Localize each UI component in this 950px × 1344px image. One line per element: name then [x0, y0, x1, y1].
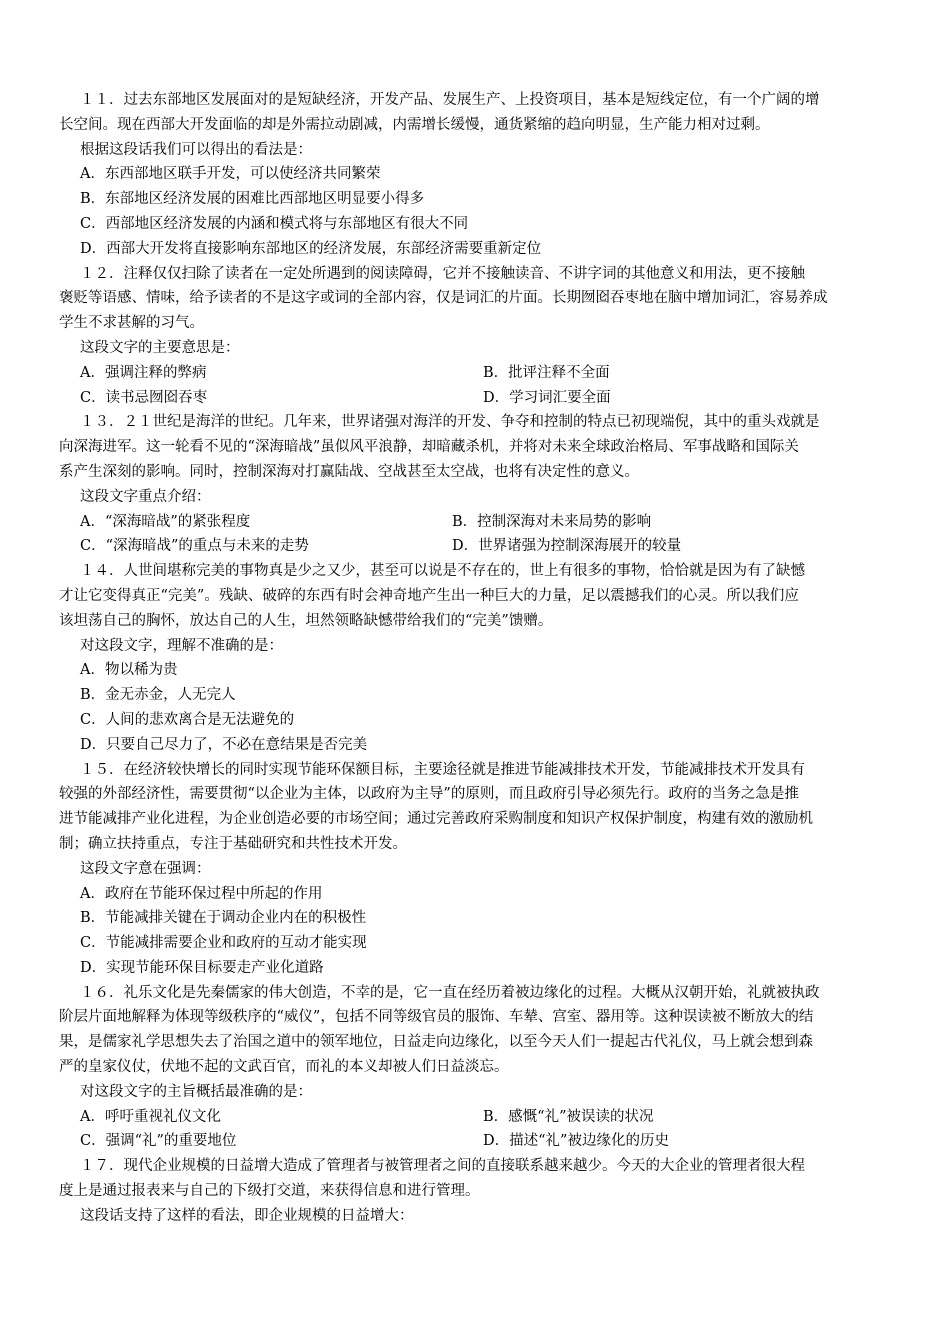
text-segment: １６．礼乐文化是先秦儒家的伟大创造，不幸的是，它一直在经历着被边缘化的过程。大概从汉朝开始，礼就被执政: [80, 984, 820, 1001]
text-line: [0, 609, 950, 634]
text-line: [0, 162, 950, 187]
text-line: [0, 262, 950, 287]
text-line: [0, 336, 950, 361]
text-line: [0, 1204, 950, 1229]
text-line: [0, 410, 950, 435]
text-segment: 该坦荡自己的胸怀，放达自己的人生，坦然领略缺憾带给我们的“完美”馈赠。: [59, 612, 553, 629]
text-segment: C．“深海暗战”的重点与未来的走势: [80, 538, 309, 555]
text-segment: 学生不求甚解的习气。: [59, 315, 204, 332]
text-segment: 这段文字的主要意思是：: [80, 339, 240, 356]
text-line: [0, 212, 950, 237]
text-segment: B．东部地区经济发展的困难比西部地区明显要小得多: [80, 191, 425, 208]
text-segment: B．感慨“礼”被误读的状况: [483, 1108, 654, 1125]
text-line: [0, 906, 950, 931]
text-segment: 这段话支持了这样的看法，即企业规模的日益增大：: [80, 1207, 414, 1224]
text-line: [0, 931, 950, 956]
text-line: [0, 1005, 950, 1030]
text-line: [0, 485, 950, 510]
text-segment: 阶层片面地解释为体现等级秩序的“威仪”，包括不同等级官员的服饰、车辇、宫室、器用等。这种误读被不断放大的结: [59, 1009, 814, 1026]
text-line: [0, 1055, 950, 1080]
text-segment: １２．注释仅仅扫除了读者在一定处所遇到的阅读障碍，它并不接触读音、不讲字词的其他意义和用法，更不接触: [80, 265, 805, 282]
text-segment: 系产生深刻的影响。同时，控制深海对打赢陆战、空战甚至太空战，也将有决定性的意义。: [59, 463, 639, 480]
text-line: [0, 386, 950, 411]
text-segment: B．控制深海对未来局势的影响: [452, 513, 652, 530]
text-line: [0, 782, 950, 807]
text-line: [0, 981, 950, 1006]
text-segment: 严的皇家仪仗，伏地不起的文武百官，而礼的本义却被人们日益淡忘。: [59, 1059, 509, 1076]
text-segment: 对这段文字，理解不准确的是：: [80, 637, 283, 654]
text-segment: 这段文字重点介绍：: [80, 488, 211, 505]
text-line: [0, 1129, 950, 1154]
text-line: [0, 1030, 950, 1055]
text-line: [0, 956, 950, 981]
text-segment: 根据这段话我们可以得出的看法是：: [80, 141, 312, 158]
text-line: [0, 857, 950, 882]
text-segment: 制；确立扶持重点，专注于基础研究和共性技术开发。: [59, 835, 407, 852]
text-line: [0, 311, 950, 336]
text-segment: A．东西部地区联手开发，可以使经济共同繁荣: [80, 166, 381, 183]
text-segment: A．“深海暗战”的紧张程度: [80, 513, 251, 530]
text-segment: 向深海进军。这一轮看不见的“深海暗战”虽似风平浪静，却暗藏杀机，并将对未来全球政治格局、军事战略和国际关: [59, 439, 799, 456]
text-line: [0, 187, 950, 212]
text-segment: D．世界诸强为控制深海展开的较量: [452, 538, 682, 555]
text-segment: 进节能减排产业化进程，为企业创造必要的市场空间；通过完善政府采购制度和知识产权保护制度，构建有效的激励机: [59, 811, 813, 828]
text-line: [0, 460, 950, 485]
text-line: [0, 88, 950, 113]
text-segment: D．西部大开发将直接影响东部地区的经济发展，东部经济需要重新定位: [80, 240, 542, 257]
text-line: [0, 882, 950, 907]
text-line: [0, 584, 950, 609]
text-line: [0, 1179, 950, 1204]
text-line: [0, 1080, 950, 1105]
text-segment: １３．２１世纪是海洋的世纪。几年来，世界诸强对海洋的开发、争夺和控制的特点已初现端倪，其中的重头戏就是: [80, 414, 820, 431]
text-segment: １１．过去东部地区发展面对的是短缺经济，开发产品、发展生产、上投资项目，基本是短线定位，有一个广阔的增: [80, 92, 820, 108]
text-segment: C．节能减排需要企业和政府的互动才能实现: [80, 935, 367, 952]
text-segment: 对这段文字的主旨概括最准确的是：: [80, 1083, 312, 1100]
text-segment: B．批评注释不全面: [483, 364, 610, 381]
text-line: [0, 138, 950, 163]
text-segment: A．强调注释的弊病: [80, 364, 207, 381]
text-line: [0, 832, 950, 857]
text-line: [0, 1154, 950, 1179]
text-line: [0, 510, 950, 535]
text-segment: D．学习词汇要全面: [483, 389, 611, 406]
text-line: [0, 733, 950, 758]
text-line: [0, 559, 950, 584]
text-segment: １４．人世间堪称完美的事物真是少之又少，甚至可以说是不存在的，世上有很多的事物，恰恰就是因为有了缺憾: [80, 563, 805, 580]
text-line: [0, 361, 950, 386]
text-line: [0, 435, 950, 460]
text-segment: A．政府在节能环保过程中所起的作用: [80, 885, 323, 902]
text-segment: A．物以稀为贵: [80, 662, 178, 679]
text-line: [0, 658, 950, 683]
text-line: [0, 237, 950, 262]
text-line: [0, 758, 950, 783]
text-line: [0, 683, 950, 708]
text-segment: 褒贬等语感、情味，给予读者的不是这字或词的全部内容，仅是词汇的片面。长期囫囵吞枣地在脑中增加词汇，容易养成: [59, 290, 828, 307]
text-line: [0, 1105, 950, 1130]
text-segment: C．西部地区经济发展的内涵和模式将与东部地区有很大不同: [80, 215, 469, 232]
text-line: [0, 807, 950, 832]
text-segment: 度上是通过报表来与自己的下级打交道，来获得信息和进行管理。: [59, 1183, 480, 1200]
text-segment: 长空间。现在西部大开发面临的却是外需拉动剧减，内需增长缓慢，通货紧缩的趋向明显，生产能力相对过剩。: [59, 116, 770, 133]
text-segment: A．呼吁重视礼仪文化: [80, 1108, 221, 1125]
text-segment: C．读书忌囫囵吞枣: [80, 389, 208, 406]
text-segment: C．人间的悲欢离合是无法避免的: [80, 711, 295, 728]
text-line: [0, 634, 950, 659]
text-line: [0, 534, 950, 559]
text-segment: B．金无赤金，人无完人: [80, 687, 236, 704]
text-segment: １７．现代企业规模的日益增大造成了管理者与被管理者之间的直接联系越来越少。今天的大企业的管理者很大程: [80, 1158, 805, 1175]
text-line: [0, 286, 950, 311]
text-segment: １５．在经济较快增长的同时实现节能环保额目标，主要途径就是推进节能减排技术开发，节能减排技术开发具有: [80, 761, 805, 778]
text-segment: C．强调“礼”的重要地位: [80, 1133, 237, 1150]
text-segment: D．只要自己尽力了，不必在意结果是否完美: [80, 736, 368, 753]
text-segment: 较强的外部经济性，需要贯彻“以企业为主体，以政府为主导”的原则，而且政府引导必须先行。政府的当务之急是推: [59, 786, 799, 803]
text-segment: 才让它变得真正“完美”。残缺、破碎的东西有时会神奇地产生出一种巨大的力量，足以震撼我们的心灵。所以我们应: [59, 587, 799, 604]
text-segment: D．描述“礼”被边缘化的历史: [483, 1133, 669, 1150]
text-segment: 这段文字意在强调：: [80, 860, 211, 877]
text-line: [0, 113, 950, 138]
text-segment: D．实现节能环保目标要走产业化道路: [80, 959, 324, 976]
text-segment: 果，是儒家礼学思想失去了治国之道中的领军地位，日益走向边缘化，以至今天人们一提起古代礼仪，马上就会想到森: [59, 1034, 813, 1051]
text-line: [0, 708, 950, 733]
text-segment: B．节能减排关键在于调动企业内在的积极性: [80, 910, 367, 927]
document-body: [0, 88, 950, 1229]
